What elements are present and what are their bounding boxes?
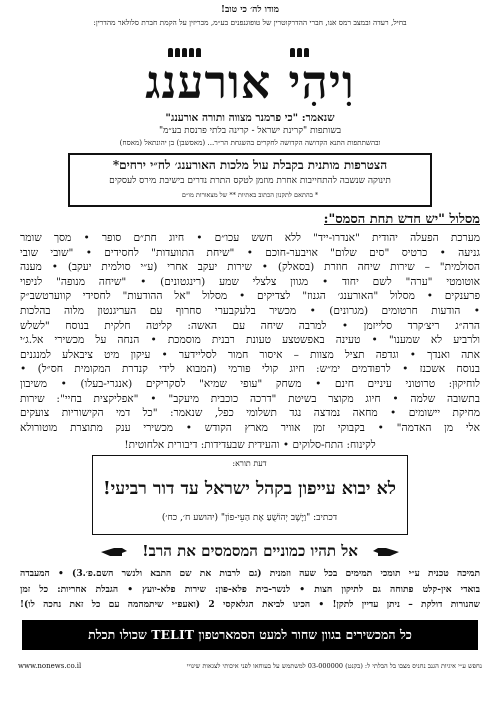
sign-off-line: לקינוח: התח-סלוקים • והעידית שבעדידות: דיבורית אלחוטית!: [124, 439, 376, 451]
features-line: הסולמית" – שירות שיחה חוזרת (בסאלק) • שירות יעקב אחרי (ע״י סולמית יעקב) • מענה: [20, 261, 480, 274]
top-line: מודו לה׳ כי טוב!: [221, 5, 279, 15]
warning-row: [0, 540, 500, 562]
footer-website: www.nonews.co.il: [18, 662, 82, 670]
features-line: אוטומטי "ערה" לשם יחוד • מגוון צלצלי שמע (רינגטונים) • "שיחה מנופה" לניפוי: [20, 275, 480, 288]
features-line: בתשובה שלמה • חיוג מקוצר בשיטת "דרכה כוכבית מיעקב" • "אפליקצית בחיי": שירות: [20, 392, 480, 405]
quote-box: [92, 455, 408, 535]
features-line: ולרביע לא שמענו" • טעינה באפשטצע טעונת רבנית מוסמכת • הנחה על מכשירי אל.ג׳י: [20, 334, 480, 347]
joining-heading: הצטרפות מותנית בקבלת עול מלכות האורענג׳ לח״י ירחים*: [112, 158, 388, 172]
intro-line: בחיל, רעדה ובמצב רמס אנו, חברי ההדרקוטרין של טופוגנפנים בע״מ, מכריזין על הקמת חברת סלולאר מהדרין:: [93, 18, 407, 27]
crown-icon: [290, 48, 309, 57]
pointing-hand-icon: [100, 544, 128, 562]
color-notice-text: כל המכשירים בגוון שחור למעט הסמארטפון TELIT שכולו תכלת: [88, 627, 412, 642]
features-paragraph: [20, 231, 480, 435]
track-heading: מסלול "יש חדש תחת הסמס":: [323, 212, 480, 227]
quote-source: דכתיב: "וַיָשֶׁב יְהוֹשֻׁעַ אֶת הַעֵי-פוֹן" (יהושע ח׳, כח׳): [161, 513, 338, 523]
subtitle: שנאמר: "כי פרמנר מצווה ותורה אורענג": [165, 112, 335, 124]
support-paragraph: [20, 566, 480, 613]
features-line: פרענקים • מסלול "האורענג׳ הגנוז" לצדיקים • מסלול "אל ההודעות" לחסידי קווערטשב״ק: [20, 290, 480, 303]
partnership-line: בשותפות "קרינת ישראל - קרינה בלתי פרנסת בע״מ": [158, 126, 342, 136]
support-line: תמיכה טכנית ע״י תומכי תמימים בכל שעה וזמנית (גם לרבות את שם התבא ולנשר השם.פ׳.3) • המעבדה: [20, 568, 480, 579]
color-notice-bar: [22, 620, 478, 650]
features-line: הרה״ג ריצ׳קרד סלייזמן • למרבה שיחה עם האשה: קליטה חלקית בנוסח "לשלש: [20, 319, 480, 332]
features-line: מערכת הפעלה יהודית "אנדרו-ייד" ללא חשש עכו״ם • חיוג חת״ם סופר • מסך שומר: [20, 232, 480, 244]
features-line: בנוסח אשכנז • לרפודמים ימ״ש: חיוג קולי פורמי (המבוא לידי קנדרת המקומית חס״ל) •: [20, 363, 480, 376]
joining-line: תינוקה שנשבה להתחייבות אחרת מוזמן לטקס התרת נדרים בישיבת מירס לעסקים: [109, 176, 391, 186]
support-line: שהנורות דולקת – ניתן עדיין לתקן! • הכינו לביאת הגלאקסי 2 (ואעפ״י שיתמהמה עם כל זאת נחכה לו)!: [20, 599, 480, 610]
features-line: • הודעות חרטומים (מגרונים) • מכשיר בלעקבערי סחרוף עם העריגנטון מלוה בהלכות: [20, 304, 480, 317]
quote-intro: דעת תורא:: [232, 459, 267, 468]
main-title: וִיהִי אורענג: [145, 57, 355, 107]
warning-heading: אל תהיו כמוניים המסמסים את הרב!: [142, 542, 358, 560]
quote-main: לא יבוא עייפון בקהל ישראל עד דור רביעי!: [103, 479, 396, 499]
features-line: מחיקת יישומים • מחאה נמדצה נגד תשלומי כפל, שנאמר: "כל דמי הקישוריות צועקים: [20, 407, 480, 420]
joining-footnote: * בהתאם לתקנון הכתוב באתיות ** של מצאורות מו״ם: [181, 191, 319, 199]
features-line: גניעה • כרטיס "סים שלום" אויבער-חוכם • "שיחת התוועדות" לחסידים • "שובי שובי: [20, 246, 480, 259]
footer-disclaimer: נחפש ע״י איגיות הגנב נחניס מצבו בל הבלתי ל: (בקנט) 03-000000 למשתמש על בעוחאו לפני איכותי לצגאות שינויי: [186, 662, 482, 670]
features-line: לוחיקוּן: טרוטוני עיניים חינם • משחק "עופי שמיא" לסקריקים (אנגרי-בעלו) • משיבון: [20, 377, 480, 390]
crown-icon: [168, 48, 201, 57]
features-line: אלי מן האדמה" • בקבוקי זמן אוויר מארץ הקודש • מכשירי ענק מתוצרת מוטורולא: [20, 421, 480, 434]
support-line: בואדי אין-קלט פתוחה גם לתיקון חצות • לנשר-בית פלא-פון: שירות פלא-יועץ • הגבלת אחריות: כל זמן: [20, 583, 480, 595]
features-line: אתה ואנדך • וגדפה תציל מצוות – איסור חמור לסליידער • עיקון מיט ציבאלע למנגנים: [20, 348, 480, 361]
joining-conditions-box: [68, 153, 432, 207]
pointing-hand-icon: [372, 544, 400, 562]
rabbinic-line: ובהשתתפות התנא הקדושה הקדושה לחקרים בהשגחת הר״ר... (מאסשבן) בן יהונתאל (מאסח): [119, 138, 381, 147]
